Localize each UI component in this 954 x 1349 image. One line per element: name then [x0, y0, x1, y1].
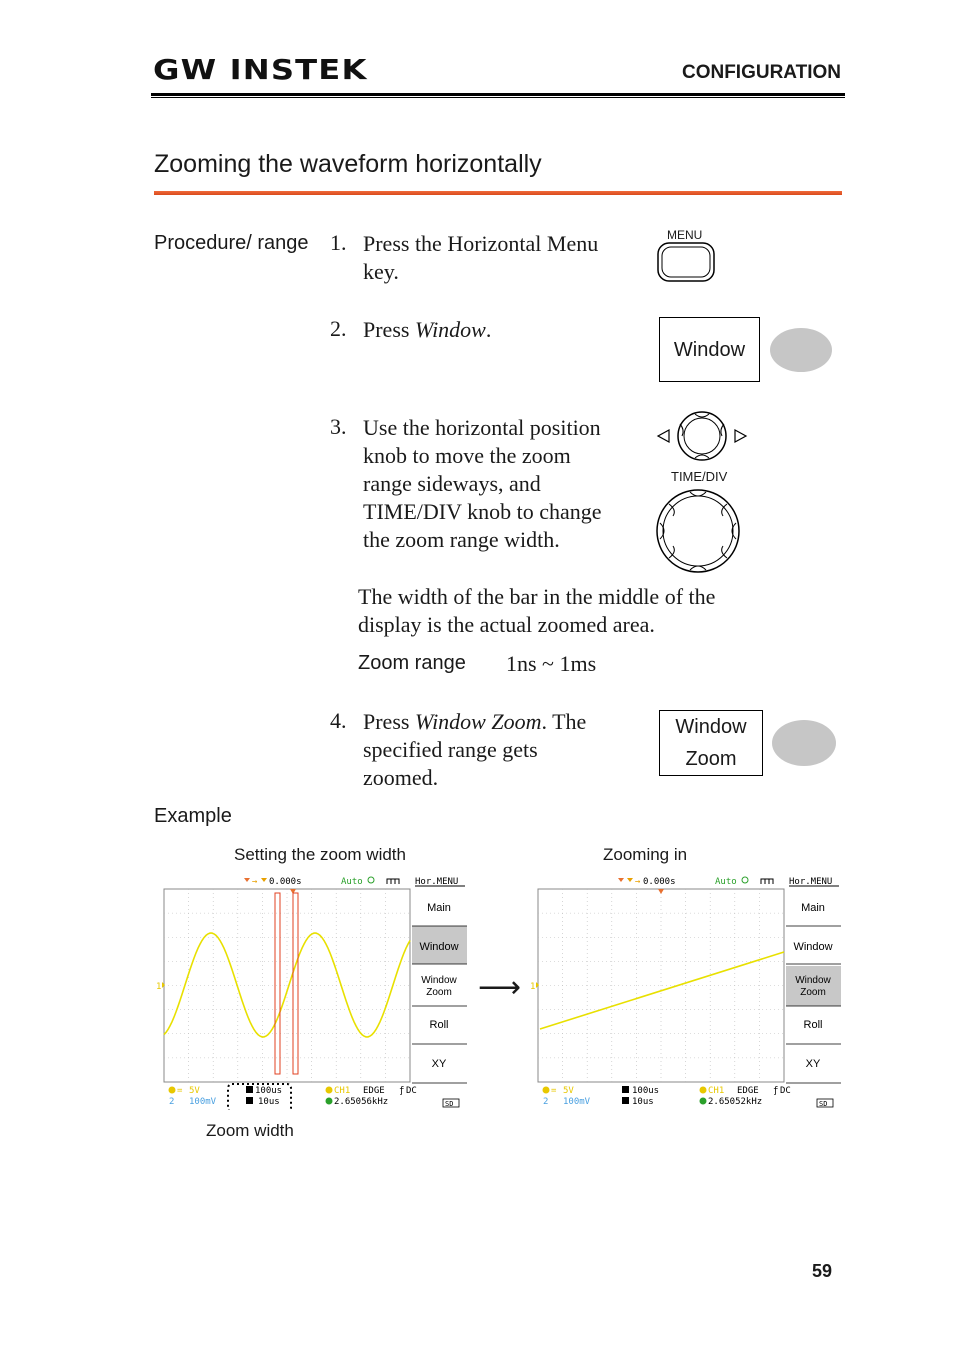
svg-text:Zoom: Zoom [800, 987, 826, 998]
section-title: CONFIGURATION [681, 62, 841, 83]
horizontal-position-knob[interactable] [655, 410, 749, 462]
gw-instek-logo: GW INSTEK [153, 53, 368, 86]
svg-text:→: → [635, 877, 641, 887]
top-status-right [618, 877, 839, 887]
window-zoom-softkey[interactable]: Window Zoom [659, 710, 763, 776]
svg-text:CH1: CH1 [334, 1086, 351, 1096]
svg-text:Auto: Auto [715, 877, 737, 887]
zoom-range-value: 1ns ~ 1ms [506, 651, 597, 676]
svg-text:100mV: 100mV [189, 1097, 217, 1107]
step-4-text: Press Window Zoom. The specified range gets zoomed. [363, 709, 587, 790]
right-screen-caption: Zooming in [603, 845, 688, 864]
step-2-number: 2. [330, 316, 347, 341]
scope-screen-right [529, 872, 842, 1110]
zoom-width-caption: Zoom width [206, 1121, 294, 1140]
svg-text:→: → [252, 877, 258, 887]
step-4-number: 4. [330, 708, 347, 733]
svg-text:2: 2 [543, 1097, 549, 1107]
svg-text:=: = [551, 1086, 557, 1096]
svg-text:100us: 100us [632, 1086, 660, 1096]
scope-screen-left-svg [155, 872, 468, 1110]
window-softkey[interactable]: Window [659, 317, 760, 382]
svg-text:XY: XY [805, 1058, 821, 1070]
svg-text:5V: 5V [563, 1086, 574, 1096]
svg-text:Hor.MENU: Hor.MENU [789, 877, 833, 887]
svg-text:Window: Window [793, 941, 833, 953]
svg-text:100mV: 100mV [563, 1097, 591, 1107]
svg-text:Window: Window [419, 941, 459, 953]
svg-text:Zoom: Zoom [426, 987, 452, 998]
svg-text:0.000s: 0.000s [269, 877, 302, 887]
svg-text:ƒ: ƒ [773, 1086, 779, 1096]
step-3-number: 3. [330, 414, 347, 439]
svg-text:EDGE: EDGE [737, 1086, 759, 1096]
title-rule [154, 191, 842, 195]
window-zoom-softkey-button[interactable] [772, 720, 836, 766]
example-label: Example [154, 805, 232, 827]
svg-text:SD: SD [819, 1100, 828, 1108]
timediv-knob-label: TIME/DIV [671, 469, 728, 484]
svg-text:5V: 5V [189, 1086, 200, 1096]
svg-text:DC: DC [780, 1086, 791, 1096]
zoom-arrow: ⟶ [478, 970, 522, 1005]
scope-screen-left [155, 872, 468, 1110]
top-status-left [244, 877, 465, 887]
header-rule-thin [151, 97, 845, 98]
svg-text:SD: SD [445, 1100, 454, 1108]
page-title: Zooming the waveform horizontally [154, 150, 542, 178]
step-2-text: Press Window. [363, 317, 492, 342]
page-number: 59 [811, 1261, 832, 1281]
position-knob-icon [655, 410, 749, 462]
menu-key-label: MENU [667, 228, 703, 242]
window-softkey-button[interactable] [770, 328, 832, 372]
svg-text:100us: 100us [255, 1086, 283, 1096]
zoom-note: The width of the bar in the middle of the display is the actual zoomed area. [358, 584, 716, 637]
bottom-status-right [543, 1086, 834, 1108]
procedure-label: Procedure/ range [154, 232, 309, 254]
step-3-text: Use the horizontal position knob to move the zoom range sideways, and TIME/DIV knob to change the zoom range width. [363, 415, 602, 552]
svg-text:Hor.MENU: Hor.MENU [415, 877, 459, 887]
svg-text:10us: 10us [258, 1097, 280, 1107]
bottom-status-left [169, 1084, 460, 1110]
menu-key[interactable] [656, 241, 716, 283]
hor-menu-right [786, 902, 841, 1083]
svg-text:10us: 10us [632, 1097, 654, 1107]
timediv-knob-icon [655, 488, 741, 574]
left-screen-caption: Setting the zoom width [234, 845, 406, 864]
svg-text:0.000s: 0.000s [643, 877, 676, 887]
menu-key-icon [656, 241, 716, 283]
svg-text:Roll: Roll [429, 1019, 449, 1031]
zoom-range-label: Zoom range [358, 652, 466, 674]
svg-text:2.65052kHz: 2.65052kHz [708, 1097, 763, 1107]
header-rule [151, 93, 845, 96]
svg-text:ƒ: ƒ [399, 1086, 405, 1096]
svg-text:CH1: CH1 [708, 1086, 725, 1096]
svg-text:1: 1 [156, 982, 162, 992]
svg-text:Window: Window [795, 975, 831, 986]
hor-menu-left [412, 902, 467, 1083]
svg-text:Window: Window [421, 975, 457, 986]
svg-text:Auto: Auto [341, 877, 363, 887]
svg-text:2: 2 [169, 1097, 175, 1107]
svg-text:Roll: Roll [803, 1019, 823, 1031]
timediv-knob[interactable] [655, 488, 741, 574]
svg-text:Main: Main [801, 902, 825, 914]
svg-text:XY: XY [431, 1058, 447, 1070]
svg-text:EDGE: EDGE [363, 1086, 385, 1096]
svg-text:1: 1 [530, 982, 536, 992]
step-1-text: Press the Horizontal Menu key. [363, 231, 599, 284]
step-1-number: 1. [330, 230, 347, 255]
svg-text:2.65056kHz: 2.65056kHz [334, 1097, 389, 1107]
svg-text:DC: DC [406, 1086, 417, 1096]
svg-text:Main: Main [427, 902, 451, 914]
svg-text:=: = [177, 1086, 183, 1096]
scope-screen-right-svg [529, 872, 842, 1110]
